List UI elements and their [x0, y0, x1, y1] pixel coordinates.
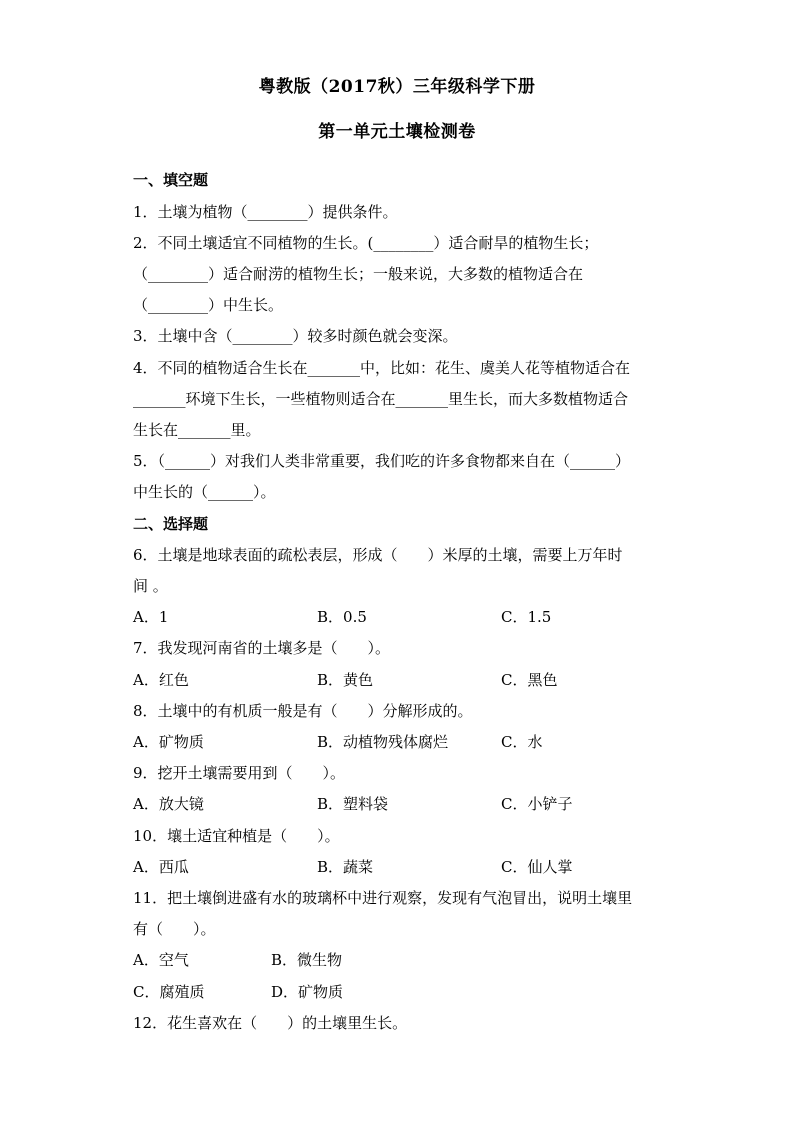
question-6-option-b: B．0.5 — [317, 608, 367, 626]
question-9: 9．挖开土壤需要用到（ ）。 — [133, 764, 346, 782]
document-subtitle: 第一单元土壤检测卷 — [318, 122, 476, 142]
question-11-option-b: B．微生物 — [271, 951, 343, 969]
question-6-option-c: C．1.5 — [501, 608, 552, 626]
question-3: 3．土壤中含（________）较多时颜色就会变深。 — [133, 327, 458, 345]
question-9-option-a: A．放大镜 — [133, 795, 204, 813]
question-8-option-a: A．矿物质 — [133, 733, 204, 751]
question-2-line-3: （________）中生长。 — [133, 296, 284, 314]
section-fill-in-blank: 一、填空题 — [133, 171, 209, 189]
question-2-line-2: （________）适合耐涝的植物生长；一般来说，大多数的植物适合在 — [133, 265, 584, 283]
question-6-line-1: 6．土壤是地球表面的疏松表层，形成（ ）米厚的土壤，需要上万年时 — [133, 546, 623, 564]
question-6-option-a: A．1 — [133, 608, 169, 626]
question-10-option-a: A．西瓜 — [133, 858, 189, 876]
question-8-option-b: B．动植物残体腐烂 — [317, 733, 449, 751]
question-8-option-c: C．水 — [501, 733, 543, 751]
question-11-option-d: D．矿物质 — [271, 983, 344, 1001]
question-11-option-a: A．空气 — [133, 951, 189, 969]
question-5-line-1: 5．（______）对我们人类非常重要，我们吃的许多食物都来自在（______） — [133, 452, 631, 470]
question-4-line-1: 4．不同的植物适合生长在_______中，比如：花生、虞美人花等植物适合在 — [133, 359, 631, 377]
document-title: 粤教版（2017秋）三年级科学下册 — [258, 77, 536, 97]
question-4-line-3: 生长在_______里。 — [133, 421, 261, 439]
question-5-line-2: 中生长的（______）。 — [133, 483, 276, 501]
question-4-line-2: _______环境下生长，一些植物则适合在_______里生长，而大多数植物适合 — [133, 390, 629, 408]
question-6-line-2: 间 。 — [133, 577, 168, 595]
section-multiple-choice: 二、选择题 — [133, 515, 209, 533]
question-9-option-c: C．小铲子 — [501, 795, 573, 813]
question-1: 1．土壤为植物（________）提供条件。 — [133, 203, 398, 221]
question-7-option-c: C．黑色 — [501, 671, 558, 689]
question-11-option-c: C．腐殖质 — [133, 983, 205, 1001]
question-10-option-c: C．仙人掌 — [501, 858, 573, 876]
question-7: 7．我发现河南省的土壤多是（ ）。 — [133, 639, 391, 657]
question-12: 12．花生喜欢在（ ）的土壤里生长。 — [133, 1014, 408, 1032]
question-2-line-1: 2．不同土壤适宜不同植物的生长。(________）适合耐旱的植物生长； — [133, 234, 599, 252]
question-10-option-b: B．蔬菜 — [317, 858, 374, 876]
question-9-option-b: B．塑料袋 — [317, 795, 389, 813]
question-11-line-1: 11．把土壤倒进盛有水的玻璃杯中进行观察，发现有气泡冒出，说明土壤里 — [133, 889, 633, 907]
question-7-option-b: B．黄色 — [317, 671, 374, 689]
question-10: 10．壤土适宜种植是（ ）。 — [133, 827, 340, 845]
question-11-line-2: 有（ ）。 — [133, 920, 216, 938]
question-8: 8．土壤中的有机质一般是有（ ）分解形成的。 — [133, 702, 473, 720]
question-7-option-a: A．红色 — [133, 671, 189, 689]
